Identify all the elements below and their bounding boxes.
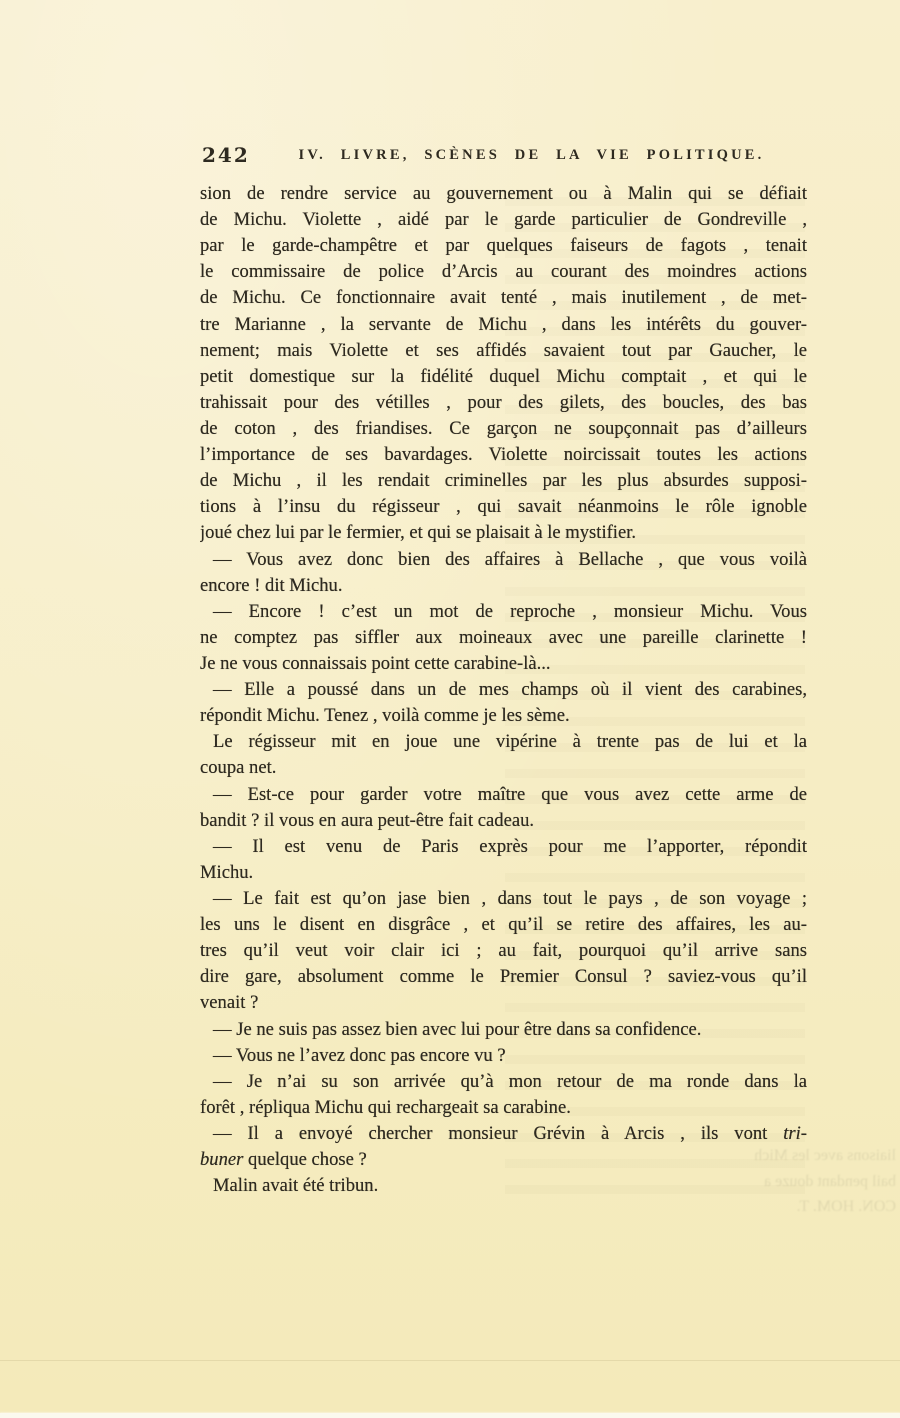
text-line: nement; mais Violette et ses affidés savaient tout par Gaucher, le — [200, 339, 807, 361]
running-title: IV. LIVRE, SCÈNES DE LA VIE POLITIQUE. — [298, 147, 765, 163]
text-line: venait ? — [200, 992, 259, 1014]
text-line: de Michu. Violette , aidé par le garde particulier de Gondreville , — [200, 209, 807, 231]
text-line: — Le fait est qu’on jase bien , dans tout le pays , de son voyage ; — [213, 887, 807, 909]
text-line: encore ! dit Michu. — [200, 574, 343, 596]
text-line: Michu. — [200, 861, 254, 883]
text-line: Je ne vous connaissais point cette carabine-là... — [200, 652, 551, 674]
page-number: 242 — [202, 143, 250, 167]
bleedthrough-fragment: CON. HOM. T. — [796, 1198, 896, 1215]
page-crease — [0, 1360, 900, 1361]
text-line: coupa net. — [200, 757, 277, 779]
bleedthrough-fragment: liaisons avec les Mich — [754, 1147, 896, 1164]
text-line: Le régisseur mit en joue une vipérine à trente pas de lui et la — [213, 731, 807, 753]
text-line: les uns le disent en disgrâce , et qu’il se retire des affaires, les au- — [200, 914, 807, 936]
bleedthrough-fragment: bail pendant douze a — [764, 1172, 896, 1190]
text-line: — Il est venu de Paris exprès pour me l’apporter, répondit — [213, 835, 807, 857]
page-body-text — [200, 181, 807, 1199]
text-line: bandit ? il vous en aura peut-être fait cadeau. — [200, 809, 535, 831]
text-line: — Je ne suis pas assez bien avec lui pour être dans sa confidence. — [213, 1018, 702, 1040]
scan-bottom-edge — [0, 1413, 900, 1418]
text-line: Malin avait été tribun. — [213, 1175, 379, 1197]
text-line: ne comptez pas siffler aux moineaux avec une pareille clarinette ! — [200, 626, 807, 648]
text-line: de Michu , il les rendait criminelles par les plus absurdes supposi- — [200, 470, 807, 492]
text-line: de Michu. Ce fonctionnaire avait tenté , mais inutilement , de met- — [200, 287, 807, 309]
text-line: — Elle a poussé dans un de mes champs où il vient des carabines, — [213, 679, 807, 701]
text-line: le commissaire de police d’Arcis au courant des moindres actions — [200, 261, 807, 283]
running-header — [200, 143, 807, 170]
text-line: buner quelque chose ? — [200, 1149, 367, 1171]
text-line: trahissait pour des vétilles , pour des gilets, des boucles, des bas — [200, 391, 807, 413]
text-line: dire gare, absolument comme le Premier Consul ? saviez-vous qu’il — [200, 966, 807, 988]
text-line: par le garde-champêtre et par quelques faiseurs de fagots , tenait — [200, 235, 807, 257]
text-line: forêt , répliqua Michu qui rechargeait sa carabine. — [200, 1096, 571, 1118]
text-line: — Est-ce pour garder votre maître que vous avez cette arme de — [213, 783, 807, 805]
text-line: — Encore ! c’est un mot de reproche , monsieur Michu. Vous — [213, 600, 807, 622]
text-line: joué chez lui par le fermier, et qui se plaisait à le mystifier. — [200, 522, 637, 544]
text-line: — Vous avez donc bien des affaires à Bellache , que vous voilà — [213, 548, 807, 570]
text-line: — Il a envoyé chercher monsieur Grévin à Arcis , ils vont tri- — [213, 1122, 807, 1144]
text-line: tres qu’il veut voir clair ici ; au fait, pourquoi qu’il arrive sans — [200, 940, 807, 962]
text-line: de coton , des friandises. Ce garçon ne soupçonnait pas d’ailleurs — [200, 417, 807, 439]
text-line: tions à l’insu du régisseur , qui savait néanmoins le rôle ignoble — [200, 496, 807, 518]
text-line: l’importance de ses bavardages. Violette noircissait toutes les actions — [200, 444, 807, 466]
text-line: répondit Michu. Tenez , voilà comme je les sème. — [200, 705, 570, 727]
text-line: tre Marianne , la servante de Michu , dans les intérêts du gouver- — [200, 313, 807, 335]
text-line: — Vous ne l’avez donc pas encore vu ? — [213, 1044, 506, 1066]
text-line: — Je n’ai su son arrivée qu’à mon retour de ma ronde dans la — [213, 1070, 807, 1092]
text-line: petit domestique sur la fidélité duquel Michu comptait , et qui le — [200, 365, 807, 387]
text-line: sion de rendre service au gouvernement ou à Malin qui se défiait — [200, 183, 807, 204]
